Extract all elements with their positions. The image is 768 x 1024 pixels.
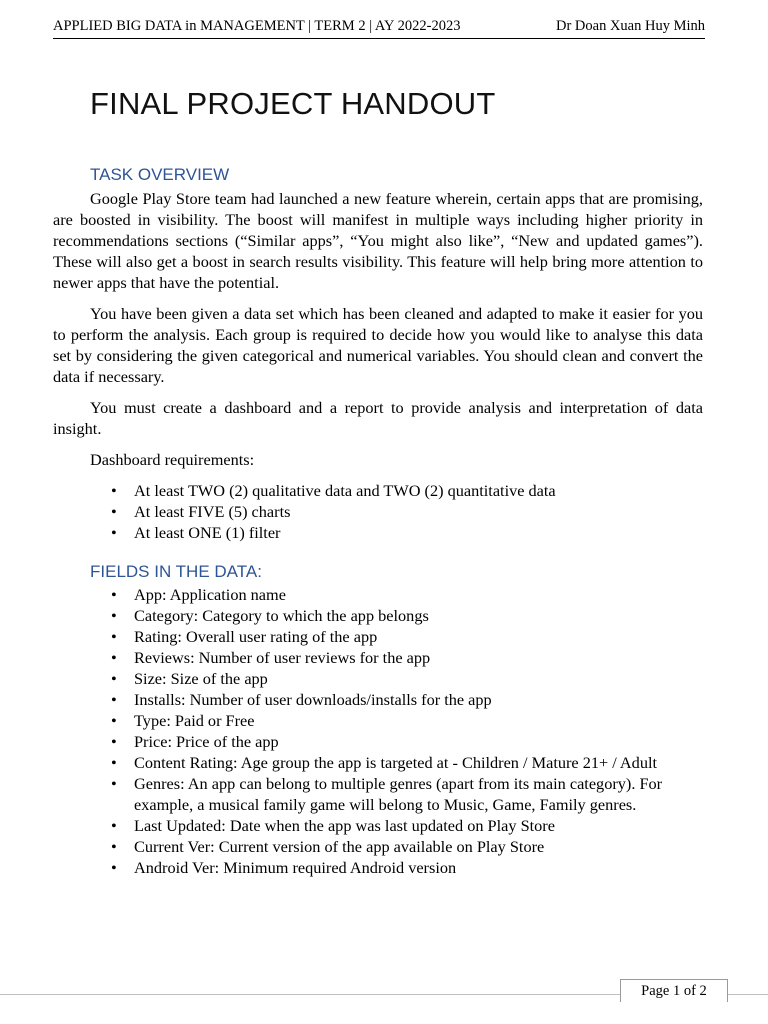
bullet-icon: •	[111, 606, 117, 625]
paragraph-text: You must create a dashboard and a report to provide analysis and interpretation of data insight.	[53, 398, 703, 438]
bullet-icon: •	[111, 837, 117, 856]
fields-heading: FIELDS IN THE DATA:	[90, 562, 262, 581]
paragraph-text: You have been given a data set which has been cleaned and adapted to make it easier for you to perform the analysis. Each group is required to decide how you would like to analyse this data set by considering the given categorical and numerical variables. You should clean and convert the data if necessary.	[53, 304, 703, 386]
list-item-text: Genres: An app can belong to multiple genres (apart from its main category). For example, a musical family game will belong to Music, Game, Family genres.	[134, 774, 663, 814]
bullet-icon: •	[111, 627, 117, 646]
list-item-text: Android Ver: Minimum required Android version	[134, 858, 457, 877]
bullet-icon: •	[111, 669, 117, 688]
list-item-text: Category: Category to which the app belongs	[134, 606, 429, 625]
requirements-list	[103, 480, 713, 543]
task-overview-para-3	[53, 397, 703, 439]
bullet-icon: •	[111, 858, 117, 877]
list-item	[103, 773, 713, 815]
bullet-icon: •	[111, 481, 117, 500]
bullet-icon: •	[111, 648, 117, 667]
bullet-icon: •	[111, 774, 117, 793]
list-item-text: Type: Paid or Free	[134, 711, 255, 730]
paragraph-text: Google Play Store team had launched a new feature wherein, certain apps that are promising, are boosted in visibility. The boost will manifest in multiple ways including higher priority in recommendations sections (“Similar apps”, “You might also like”, “New and updated games”). These will also get a boost in search results visibility. This feature will help bring more attention to newer apps that have the potential.	[53, 189, 703, 292]
list-item-text: Current Ver: Current version of the app available on Play Store	[134, 837, 545, 856]
list-item-text: At least TWO (2) qualitative data and TWO (2) quantitative data	[134, 481, 556, 500]
list-item	[103, 836, 713, 857]
bullet-icon: •	[111, 711, 117, 730]
list-item	[103, 752, 713, 773]
list-item	[103, 815, 713, 836]
list-item	[103, 626, 713, 647]
header-course-title: APPLIED BIG DATA in MANAGEMENT | TERM 2 | AY 2022-2023	[53, 18, 461, 34]
fields-list	[103, 584, 713, 878]
bullet-icon: •	[111, 585, 117, 604]
document-title: FINAL PROJECT HANDOUT	[90, 86, 496, 121]
list-item	[103, 857, 713, 878]
page-number: Page 1 of 2	[620, 979, 728, 1002]
list-item	[103, 731, 713, 752]
list-item-text: Last Updated: Date when the app was last updated on Play Store	[134, 816, 555, 835]
bullet-icon: •	[111, 753, 117, 772]
list-item-text: Installs: Number of user downloads/installs for the app	[134, 690, 492, 709]
list-item-text: At least ONE (1) filter	[134, 523, 281, 542]
page-header	[53, 18, 705, 39]
list-item-text: Reviews: Number of user reviews for the app	[134, 648, 431, 667]
list-item-text: Rating: Overall user rating of the app	[134, 627, 378, 646]
list-item	[103, 710, 713, 731]
header-author: Dr Doan Xuan Huy Minh	[555, 18, 705, 34]
list-item-text: At least FIVE (5) charts	[134, 502, 291, 521]
list-item	[103, 605, 713, 626]
list-item-text: Size: Size of the app	[134, 669, 268, 688]
bullet-icon: •	[111, 732, 117, 751]
list-item	[103, 647, 713, 668]
task-overview-para-2	[53, 303, 703, 387]
list-item	[103, 689, 713, 710]
list-item	[103, 501, 713, 522]
paragraph-text: Dashboard requirements:	[90, 450, 255, 469]
list-item-text: Price: Price of the app	[134, 732, 279, 751]
task-overview-heading: TASK OVERVIEW	[90, 165, 230, 184]
bullet-icon: •	[111, 690, 117, 709]
bullet-icon: •	[111, 816, 117, 835]
list-item	[103, 668, 713, 689]
bullet-icon: •	[111, 502, 117, 521]
bullet-icon: •	[111, 523, 117, 542]
list-item	[103, 480, 713, 501]
dashboard-requirements-label	[53, 449, 703, 470]
list-item-text: Content Rating: Age group the app is targeted at - Children / Mature 21+ / Adult	[134, 753, 658, 772]
task-overview-para-1	[53, 188, 703, 293]
list-item	[103, 584, 713, 605]
list-item	[103, 522, 713, 543]
list-item-text: App: Application name	[134, 585, 286, 604]
